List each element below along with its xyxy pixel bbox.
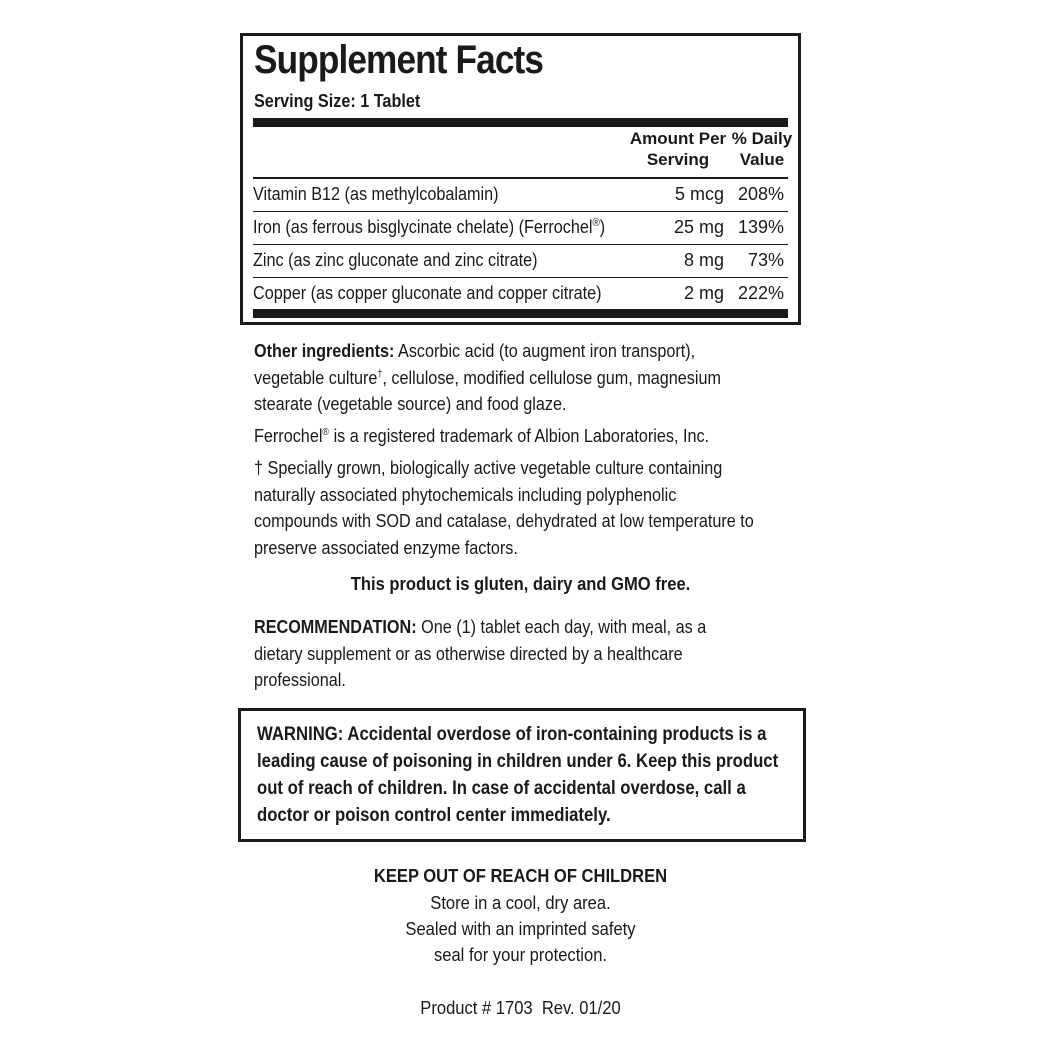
dv-header-line-2: Value <box>739 150 785 169</box>
dv-header-line-1: % Daily <box>731 129 793 148</box>
nutrient-amount: 2 mg <box>683 283 724 303</box>
facts-title: Supplement Facts <box>254 38 544 82</box>
nutrient-row <box>253 212 788 245</box>
nutrient-row <box>253 278 788 311</box>
trademark-note <box>254 423 758 450</box>
nutrient-amount: 25 mg <box>673 217 724 237</box>
amount-per-serving-header <box>619 128 737 170</box>
nutrient-amount: 5 mcg <box>674 184 724 204</box>
thick-divider-bottom <box>253 309 788 318</box>
dagger-footnote: † Specially grown, biologically active vegetable culture containing naturally associated phytochemicals including polyphenolic compounds with SOD and catalase, dehydrated at low temperature to preserve associated enzyme factors. <box>254 458 754 558</box>
nutrient-name-end: ) <box>599 217 606 237</box>
warning-text: WARNING: Accidental overdose of iron-containing products is a leading cause of poisoning in children under 6. Keep this product out of reach of children. In case of accidental overdose, call a doctor or poison control center immediately. <box>257 724 779 826</box>
other-ingredients <box>254 338 758 418</box>
warning-box <box>238 708 806 842</box>
other-ingredients-label: Other ingredients: <box>254 341 395 361</box>
seal-line: seal for your protection. <box>433 945 608 965</box>
recommendation-text: One (1) tablet each day, with meal, as a dietary supplement or as otherwise directed by a healthcare professional. <box>254 617 707 690</box>
registered-mark: ® <box>322 427 330 438</box>
product-number: Product # 1703 Rev. 01/20 <box>420 998 621 1018</box>
supplement-facts-panel <box>240 33 801 325</box>
free-from-statement: This product is gluten, dairy and GMO free. <box>350 574 691 594</box>
storage-line: Store in a cool, dry area. <box>430 893 611 913</box>
recommendation-label: RECOMMENDATION: <box>254 617 417 637</box>
nutrient-name-text: Iron (as ferrous bisglycinate chelate) (Ferrochel <box>253 217 593 237</box>
serving-size: Serving Size: 1 Tablet <box>254 91 421 111</box>
keep-out-of-reach-heading: KEEP OUT OF REACH OF CHILDREN <box>373 866 668 886</box>
nutrient-daily-value: 208% <box>737 184 784 204</box>
nutrient-name: Vitamin B12 (as methylcobalamin) <box>253 184 499 204</box>
seal-line: Sealed with an imprinted safety <box>405 919 636 939</box>
recommendation <box>254 614 758 694</box>
registered-mark: ® <box>592 217 600 229</box>
daily-value-header <box>729 128 795 170</box>
dagger-mark: † <box>377 368 383 380</box>
nutrient-name <box>253 217 605 238</box>
nutrient-daily-value: 73% <box>747 250 784 270</box>
amount-header-line-1: Amount Per <box>629 129 727 148</box>
other-ingredients-text-continued: , cellulose, modified cellulose gum, magnesium stearate (vegetable source) and food glaze. <box>254 367 721 414</box>
trademark-text: is a registered trademark of Albion Laboratories, Inc. <box>329 426 710 446</box>
nutrient-name: Copper (as copper gluconate and copper citrate) <box>253 283 602 303</box>
thick-divider-top <box>253 118 788 127</box>
trademark-brand: Ferrochel <box>254 426 323 446</box>
nutrient-name: Zinc (as zinc gluconate and zinc citrate) <box>253 250 538 270</box>
amount-header-line-2: Serving <box>646 150 710 169</box>
nutrient-row <box>253 245 788 278</box>
other-ingredients-text: Ascorbic acid (to augment iron transport), vegetable culture <box>254 341 696 388</box>
nutrient-daily-value: 222% <box>737 283 784 303</box>
nutrient-amount: 8 mg <box>683 250 724 270</box>
nutrient-row <box>253 179 788 212</box>
nutrient-daily-value: 139% <box>737 217 784 237</box>
